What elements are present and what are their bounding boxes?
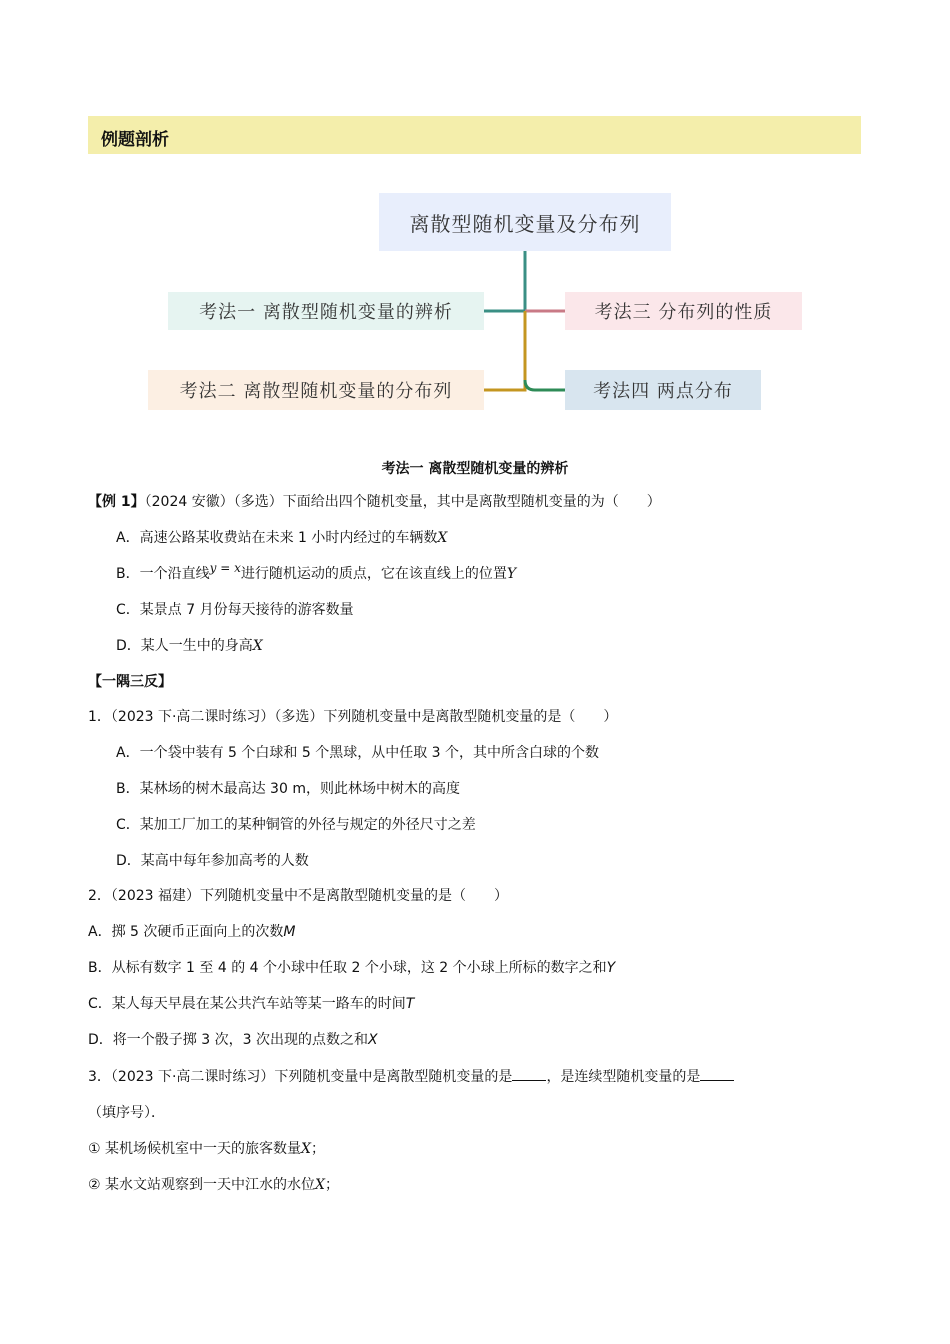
item-punct: ； [324, 1177, 339, 1193]
option-text: B．一个沿直线 [116, 566, 210, 582]
q2-option-a [88, 922, 295, 942]
math-var: M [283, 924, 296, 940]
mindmap-branch-2: 考法二 离散型随机变量的分布列 [148, 370, 484, 410]
math-var: X [301, 1141, 311, 1157]
example-1-option-d [116, 636, 263, 656]
item-punct: ； [310, 1141, 325, 1157]
mindmap-root: 离散型随机变量及分布列 [379, 193, 671, 251]
option-text: C．某人每天早晨在某公共汽车站等某一路车的时间 [88, 996, 406, 1012]
q2-stem: 2．（2023 福建）下列随机变量中不是离散型随机变量的是（ ） [88, 888, 508, 904]
mindmap-branch-1: 考法一 离散型随机变量的辨析 [168, 292, 484, 330]
q3-item-1 [88, 1139, 325, 1159]
example-1-option-a [116, 528, 447, 548]
q3-stem-part: 3．（2023 下·高二课时练习）下列随机变量中是离散型随机变量的是 [88, 1069, 513, 1085]
math-var: Y [506, 566, 517, 582]
q3-item-2 [88, 1175, 339, 1195]
math-var: T [405, 996, 415, 1012]
q1-option-d: D．某高中每年参加高考的人数 [116, 853, 309, 869]
answer-blank-1[interactable] [512, 1068, 546, 1081]
option-text: D．将一个骰子掷 3 次，3 次出现的点数之和 [88, 1032, 368, 1048]
example-stem-text: （2024 安徽）（多选）下面给出四个随机变量，其中是离散型随机变量的为（ ） [144, 494, 661, 510]
option-text: A．高速公路某收费站在未来 1 小时内经过的车辆数 [116, 530, 438, 546]
q1-option-c: C．某加工厂加工的某种铜管的外径与规定的外径尺寸之差 [116, 817, 476, 833]
q1-option-b: B．某林场的树木最高达 30 m，则此林场中树木的高度 [116, 781, 460, 797]
q3-stem-part: ，是连续型随机变量的是 [546, 1069, 701, 1085]
option-text: 进行随机运动的质点，它在该直线上的位置 [240, 566, 507, 582]
math-var: X [437, 530, 448, 546]
q3-stem [88, 1067, 734, 1087]
example-tag: 【例 1】 [88, 494, 145, 510]
math-var: X [367, 1032, 378, 1048]
math-var: X [315, 1177, 325, 1193]
example-1-option-b [116, 561, 517, 584]
q2-option-d [88, 1030, 378, 1050]
practice-title: 【一隅三反】 [88, 674, 172, 690]
banner-title: 例题剖析 [101, 130, 169, 150]
q2-option-c [88, 994, 414, 1014]
q2-option-b [88, 958, 615, 978]
mindmap-branch-4: 考法四 两点分布 [565, 370, 761, 410]
math-var: X [252, 638, 263, 654]
math-eq: y = x [209, 561, 241, 575]
option-text: B．从标有数字 1 至 4 的 4 个小球中任取 2 个小球，这 2 个小球上所标的数字之和 [88, 960, 607, 976]
answer-blank-2[interactable] [700, 1068, 734, 1081]
math-var: Y [606, 960, 616, 976]
item-text: ② 某水文站观察到一天中江水的水位 [88, 1177, 316, 1193]
q3-stem-end: （填序号）． [88, 1105, 165, 1121]
example-1-stem [88, 492, 661, 512]
option-text: D．某人一生中的身高 [116, 638, 253, 654]
mindmap-branch-3: 考法三 分布列的性质 [565, 292, 802, 330]
section-title: 考法一 离散型随机变量的辨析 [381, 461, 569, 477]
example-1-option-c: C．某景点 7 月份每天接待的游客数量 [116, 602, 354, 618]
item-text: ① 某机场候机室中一天的旅客数量 [88, 1141, 302, 1157]
q1-stem: 1．（2023 下·高二课时练习）（多选）下列随机变量中是离散型随机变量的是（ ） [88, 709, 618, 725]
q1-option-a: A．一个袋中装有 5 个白球和 5 个黑球，从中任取 3 个，其中所含白球的个数 [116, 745, 599, 761]
option-text: A．掷 5 次硬币正面向上的次数 [88, 924, 284, 940]
